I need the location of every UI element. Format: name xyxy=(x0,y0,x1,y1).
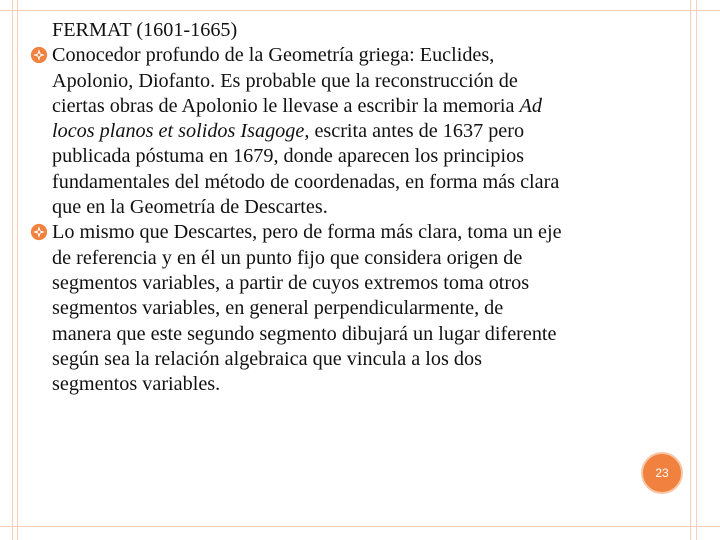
paragraph-line: publicada póstuma en 1679, donde aparecen los principios xyxy=(52,145,525,168)
frame-left-line-inner xyxy=(17,0,18,540)
paragraph-line: según sea la relación algebraica que vincula a los dos xyxy=(52,347,482,370)
frame-right-line xyxy=(690,0,691,540)
bullet-item-1 xyxy=(52,43,672,220)
page-number: 23 xyxy=(655,466,669,480)
paragraph-line: segmentos variables, en general perpendicularmente, de xyxy=(52,297,504,320)
bullet-item-2 xyxy=(52,220,672,397)
paragraph-line: que en la Geometría de Descartes. xyxy=(52,196,328,219)
paragraph-line: ciertas obras de Apolonio le llevase a escribir la memoria Ad xyxy=(52,94,542,117)
bullet-flower-icon xyxy=(30,46,48,64)
frame-right-line-inner xyxy=(696,0,697,540)
paragraph-line: segmentos variables. xyxy=(52,373,221,396)
paragraph-line: segmentos variables, a partir de cuyos extremos toma otros xyxy=(52,271,530,294)
frame-left-line xyxy=(12,0,13,540)
paragraph-line: Apolonio, Diofanto. Es probable que la reconstrucción de xyxy=(52,69,518,92)
paragraph-line: Lo mismo que Descartes, pero de forma más clara, toma un eje xyxy=(52,221,562,244)
frame-top-line xyxy=(0,10,720,11)
paragraph-line: de referencia y en él un punto fijo que considera origen de xyxy=(52,246,523,269)
paragraph-line: locos planos et solidos Isagoge, escrita antes de 1637 pero xyxy=(52,120,525,143)
slide-title: FERMAT (1601-1665) xyxy=(52,19,238,41)
paragraph-line: fundamentales del método de coordenadas, en forma más clara xyxy=(52,170,560,193)
frame-bottom-line xyxy=(0,526,720,527)
paragraph-line: manera que este segundo segmento dibujará un lugar diferente xyxy=(52,322,557,345)
bullet-flower-icon xyxy=(30,223,48,241)
slide-body xyxy=(52,18,672,397)
page-number-badge xyxy=(641,452,683,494)
paragraph-line: Conocedor profundo de la Geometría griega: Euclides, xyxy=(52,44,495,67)
